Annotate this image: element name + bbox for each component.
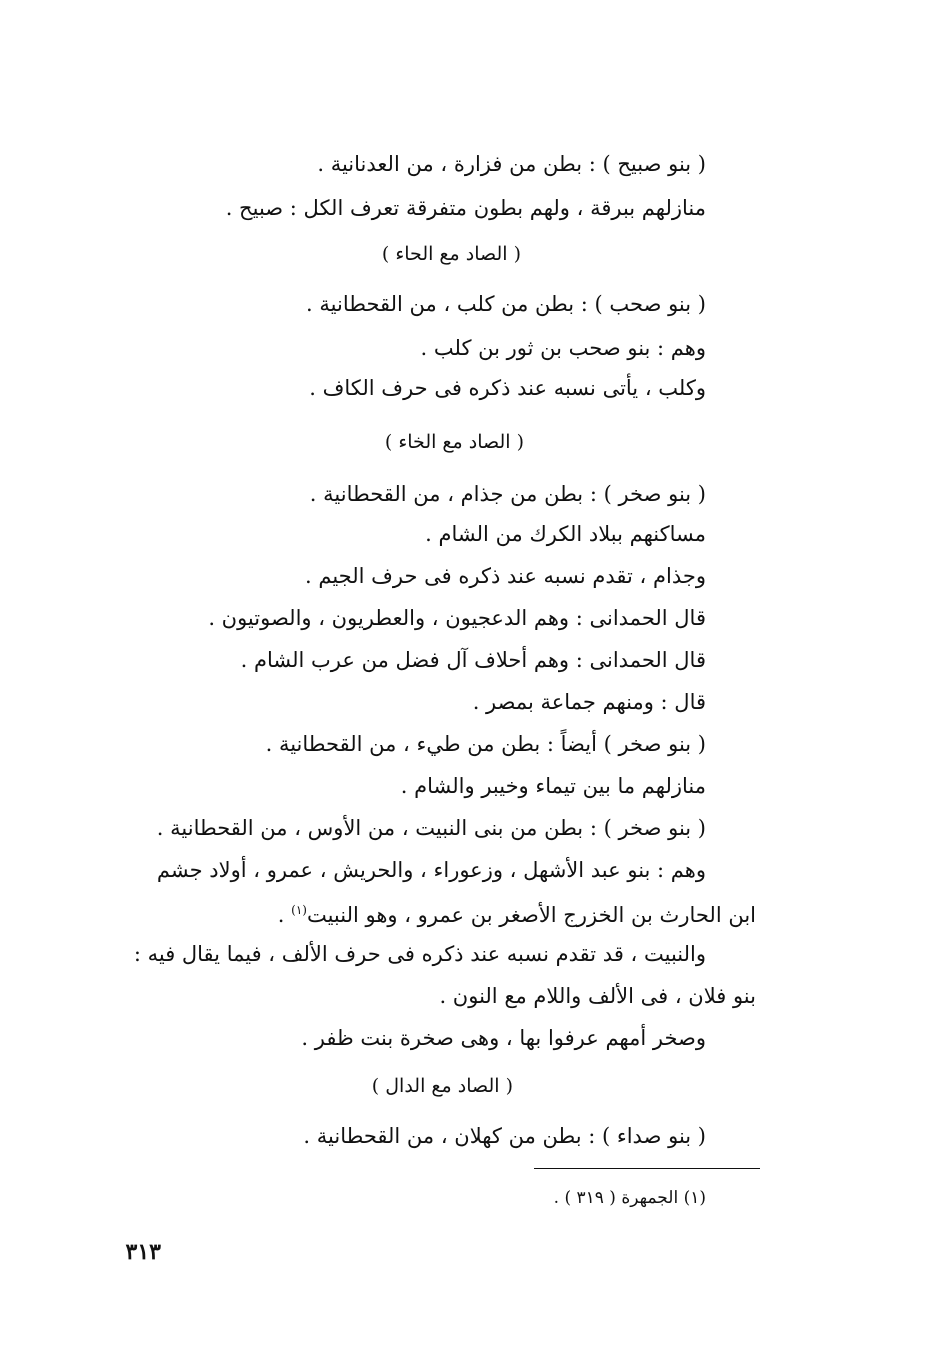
footnote-marker: (١)	[291, 903, 307, 917]
page-number: ٣١٣	[125, 1239, 161, 1265]
body-line: وكلب ، يأتى نسبه عند ذكره فى حرف الكاف .	[309, 376, 706, 400]
body-line: وهم : بنو صحب بن ثور بن كلب .	[420, 336, 706, 360]
body-line: قال الحمدانى : وهم الدعجيون ، والعطريون ، والصوتيون .	[208, 606, 706, 630]
body-line-text: ابن الحارث بن الخزرج الأصغر بن عمرو ، وهو النبيت	[306, 903, 756, 927]
body-line: وجذام ، تقدم نسبه عند ذكره فى حرف الجيم .	[305, 564, 706, 588]
footnote-divider	[534, 1168, 760, 1169]
body-line: ( بنو صداء ) : بطن من كهلان ، من القحطانية .	[303, 1124, 706, 1148]
body-line-tail: .	[277, 903, 292, 927]
body-line: منازلهم ما بين تيماء وخيبر والشام .	[400, 774, 706, 798]
section-heading: ( الصاد مع الحاء )	[381, 243, 521, 265]
body-line: منازلهم ببرقة ، ولهم بطون متفرقة تعرف الكل : صبيح .	[225, 196, 706, 220]
body-line	[278, 896, 756, 929]
section-heading: ( الصاد مع الدال )	[371, 1075, 513, 1097]
body-line: ( بنو صخر ) : بطن من جذام ، من القحطانية .	[309, 482, 706, 506]
body-line: ( بنو صحب ) : بطن من كلب ، من القحطانية .	[306, 292, 706, 316]
body-line: ( بنو صخر ) : بطن من بنى النبيت ، من الأوس ، من القحطانية .	[156, 816, 706, 840]
body-line: والنبيت ، قد تقدم نسبه عند ذكره فى حرف الألف ، فيما يقال فيه :	[133, 942, 706, 966]
body-line: وهم : بنو عبد الأشهل ، وزعوراء ، والحريش ، عمرو ، أولاد جشم	[156, 858, 706, 882]
body-line: قال : ومنهم جماعة بمصر .	[472, 690, 706, 714]
body-line: وصخر أمهم عرفوا بها ، وهى صخرة بنت ظفر .	[301, 1026, 706, 1050]
body-line: قال الحمدانى : وهم أحلاف آل فضل من عرب الشام .	[240, 648, 706, 672]
footnote: (١) الجمهرة ( ٣١٩ ) .	[553, 1188, 706, 1208]
body-line: بنو فلان ، فى الألف واللام مع النون .	[439, 984, 756, 1008]
body-line: ( بنو صخر ) أيضاً : بطن من طيء ، من القحطانية .	[265, 732, 706, 756]
body-line: مساكنهم ببلاد الكرك من الشام .	[425, 522, 706, 546]
section-heading: ( الصاد مع الخاء )	[384, 431, 524, 453]
body-line: ( بنو صبيح ) : بطن من فزارة ، من العدنانية .	[317, 152, 706, 176]
